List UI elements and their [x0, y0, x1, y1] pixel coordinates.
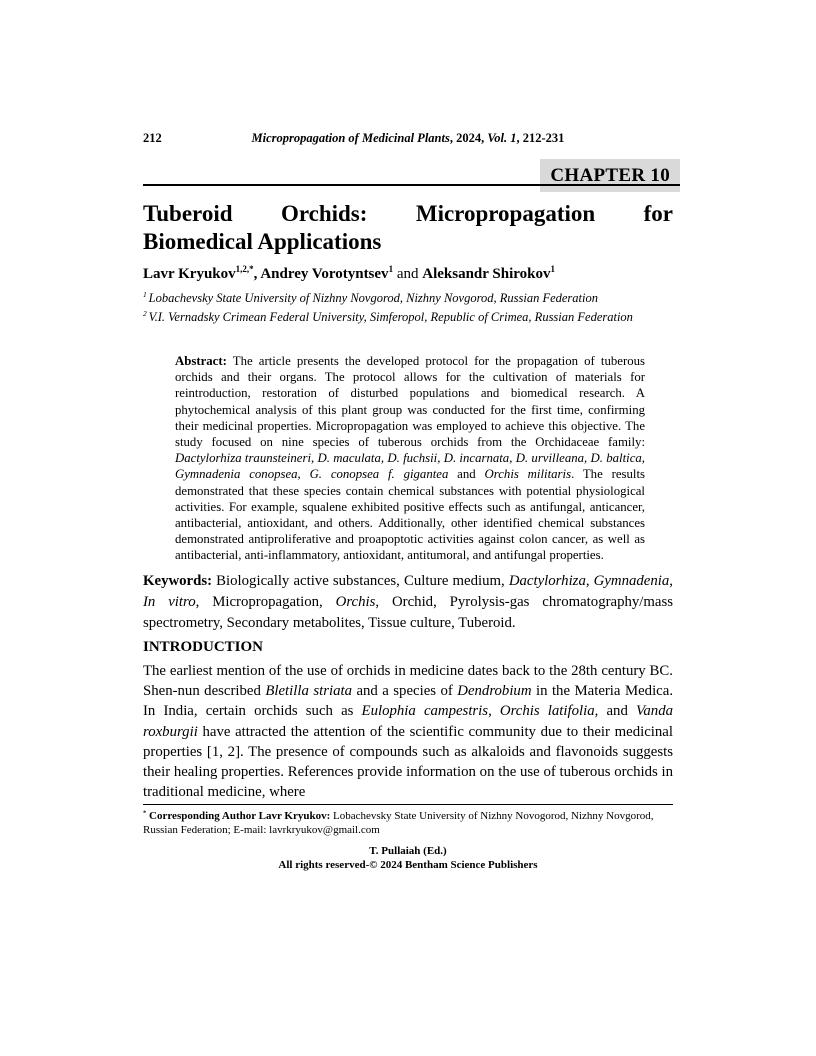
affiliation-line-2: $^2$ V.I. Vernadsky Crimean Federal University, Simferopol, Republic of Crimea, Russian Federation	[143, 308, 633, 324]
affiliation-line-1: $^1$ Lobachevsky State University of Nizhny Novgorod, Nizhny Novgorod, Russian Federation	[143, 289, 598, 305]
page-number: 212	[143, 131, 162, 145]
chapter-title-line2: Biomedical Applications	[143, 228, 382, 254]
page-header	[143, 131, 673, 147]
abstract-paragraph: Abstract: The article presents the developed protocol for the propagation of tuberous orchids and their organs. The protocol allows for the cultivation of materials for reintroduction, restoration of disturbed populations and biomedical research. A phytochemical analysis of this plant group was conducted for the first time, confirming their medicinal properties. Micropropagation was employed to achieve this objective. The study focused on nine species of tuberous orchids from the Orchidaceae family: Dactylorhiza traunsteineri, D. maculata, D. fuchsii, D. incarnata, D. urvilleana, D. baltica, Gymnadenia conopsea, G. conopsea f. gigantea and Orchis militaris. The results demonstrated that these species contain chemical substances with potential physiological activities. For example, squalene exhibited positive effects such as antifungal, anticancer, antibacterial, antioxidant, and others. Additionally, other identified chemical substances demonstrated antiproliferative and proapoptotic activities against colon cancer, as well as antibacterial, anti-inflammatory, antioxidant, antitumoral, and antifungal properties.	[175, 354, 645, 563]
chapter-banner	[143, 159, 673, 190]
authors-line: Lavr Kryukov$^{1,2,*}$, Andrey Vorotyntsev$^1$ and Aleksandr Shirokov$^1$	[143, 264, 555, 282]
chapter-label: CHAPTER 10	[550, 164, 670, 186]
introduction-heading: INTRODUCTION	[143, 638, 264, 655]
publisher-footer	[143, 844, 673, 873]
keywords-paragraph: Keywords: Biologically active substances, Culture medium, Dactylorhiza, Gymnadenia, In vitro, Micropropagation, Orchis, Orchid, Pyrolysis-gas chromatography/mass spectrometry, Secondary metabolites, Tissue culture, Tuberoid.	[143, 572, 673, 631]
page-content-column	[143, 0, 673, 873]
introduction-paragraph: The earliest mention of the use of orchids in medicine dates back to the 28th century BC. Shen-nun described Bletilla striata and a species of Dendrobium in the Materia Medica. In India, certain orchids such as Eulophia campestris, Orchis latifolia, and Vanda roxburgii have attracted the attention of the scientific community due to their medicinal properties [1, 2]. The presence of compounds such as alkaloids and flavonoids suggests their healing properties. References provide information on the use of tuberous orchids in traditional medicine, where	[143, 662, 674, 801]
running-title: Micropropagation of Medicinal Plants, 2024, Vol. 1, 212-231	[251, 131, 565, 145]
affiliations	[143, 289, 673, 326]
chapter-title	[143, 200, 673, 255]
footer-rights-line: All rights reserved-© 2024 Bentham Science Publishers	[278, 859, 538, 872]
corresponding-author-footnote: * Corresponding Author Lavr Kryukov: Lobachevsky State University of Nizhny Novogorod, Nizhny Novgorod, Russian Federation; E-mail: lavrkryukov@gmail.com	[143, 804, 673, 838]
footer-editor-line: T. Pullaiah (Ed.)	[369, 844, 447, 857]
chapter-rule	[143, 184, 680, 186]
chapter-title-line1: Tuberoid Orchids: Micropropagation for	[143, 201, 673, 226]
chapter-label-box	[540, 159, 680, 192]
